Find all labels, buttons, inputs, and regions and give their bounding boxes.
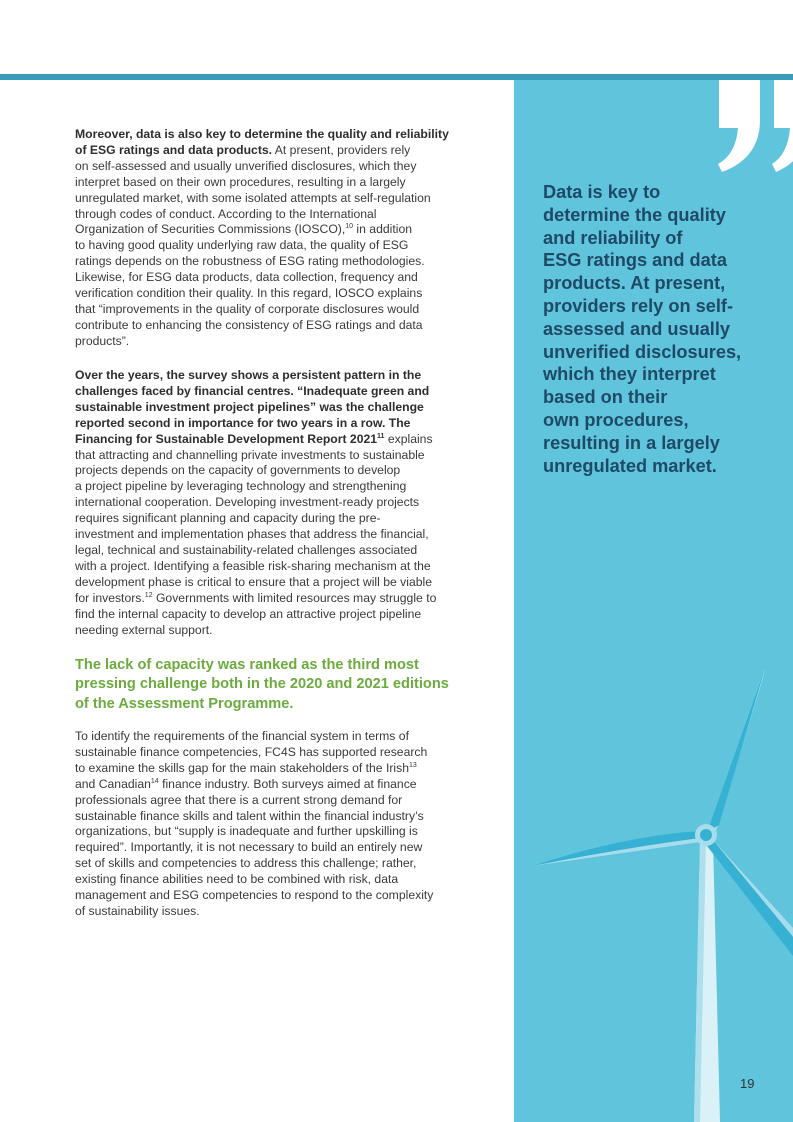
paragraph-line: sustainable finance skills and talent within the financial industry’s xyxy=(75,808,424,823)
report-title: Financing for Sustainable Development Report 2021 xyxy=(75,431,378,446)
paragraph-line: through codes of conduct. According to the International xyxy=(75,206,377,221)
body-paragraph-skills-gap xyxy=(75,729,475,920)
page-number: 19 xyxy=(740,1076,755,1091)
paragraph-line: required”. Importantly, it is not necessary to build an entirely new xyxy=(75,840,423,855)
paragraph-line: products”. xyxy=(75,333,130,348)
paragraph-line: sustainable finance competencies, FC4S has supported research xyxy=(75,744,428,759)
quote-sidebar xyxy=(514,80,793,1122)
pull-quote-line: assessed and usually xyxy=(543,318,731,339)
paragraph-line-text: explains xyxy=(384,431,433,446)
paragraph-line: development phase is critical to ensure that a project will be viable xyxy=(75,574,433,589)
pull-quote-line: ESG ratings and data xyxy=(543,250,727,271)
paragraph-line: To identify the requirements of the financial system in terms of xyxy=(75,729,409,743)
paragraph-line-text: At present, providers rely xyxy=(272,142,411,157)
paragraph-line-text: to examine the skills gap for the main stakeholders of the Irish xyxy=(75,760,409,775)
paragraph-line: challenges faced by financial centres. “Inadequate green and xyxy=(75,383,430,398)
paragraph-line: a project pipeline by leveraging technology and strengthening xyxy=(75,479,407,494)
paragraph-line: contribute to enhancing the consistency of ESG ratings and data xyxy=(75,317,423,332)
paragraph-line: existing finance abilities need to be combined with risk, data xyxy=(75,872,399,887)
footnote-ref-14: 14 xyxy=(150,777,159,785)
body-paragraph-data-quality xyxy=(75,127,475,350)
body-paragraph-project-pipelines xyxy=(75,368,475,638)
pull-quote-line: resulting in a largely xyxy=(543,432,720,453)
paragraph-line: needing external support. xyxy=(75,622,213,637)
paragraph-line: ratings depends on the robustness of ESG rating methodologies. xyxy=(75,254,425,269)
paragraph-line: to having good quality underlying raw data, the quality of ESG xyxy=(75,238,409,253)
paragraph-line: Moreover, data is also key to determine the quality and reliability xyxy=(75,127,449,141)
footnote-ref-12: 12 xyxy=(144,591,153,599)
pull-quote-line: own procedures, xyxy=(543,409,689,430)
pull-quote-line: and reliability of xyxy=(543,227,683,248)
pull-quote-line: products. At present, xyxy=(543,273,726,294)
paragraph-line-text: Organization of Securities Commissions (IOSCO), xyxy=(75,222,346,237)
pull-quote-line: determine the quality xyxy=(543,204,726,225)
pull-quote xyxy=(543,181,793,477)
paragraph-lead-bold: of ESG ratings and data products. xyxy=(75,142,273,157)
paragraph-line: Likewise, for ESG data products, data collection, frequency and xyxy=(75,270,418,285)
paragraph-line: of sustainability issues. xyxy=(75,903,200,918)
footnote-ref-10: 10 xyxy=(345,223,354,231)
paragraph-line: that “improvements in the quality of corporate disclosures would xyxy=(75,301,420,316)
paragraph-line-text: and Canadian xyxy=(75,776,151,791)
paragraph-line: on self-assessed and usually unverified disclosures, which they xyxy=(75,158,417,173)
paragraph-line: professionals agree that there is a current strong demand for xyxy=(75,792,403,807)
footnote-ref-13: 13 xyxy=(408,761,417,769)
heading-line: pressing challenge both in the 2020 and 2021 editions xyxy=(75,676,449,693)
paragraph-line: management and ESG competencies to respond to the complexity xyxy=(75,888,434,903)
heading-line: of the Assessment Programme. xyxy=(75,695,294,712)
footnote-ref-11: 11 xyxy=(377,432,385,440)
paragraph-line: unregulated market, with some isolated attempts at self-regulation xyxy=(75,190,431,205)
paragraph-line: investment and implementation phases that address the financial, xyxy=(75,527,429,542)
pull-quote-line: which they interpret xyxy=(543,364,716,385)
paragraph-line: organizations, but “supply is inadequate and further upskilling is xyxy=(75,824,418,839)
pull-quote-line: Data is key to xyxy=(543,182,661,202)
paragraph-line: Over the years, the survey shows a persistent pattern in the xyxy=(75,368,422,382)
pull-quote-line: unregulated market. xyxy=(543,455,717,476)
heading-line: The lack of capacity was ranked as the third most xyxy=(75,657,419,673)
paragraph-line: international cooperation. Developing investment-ready projects xyxy=(75,495,420,510)
paragraph-line: legal, technical and sustainability-related challenges associated xyxy=(75,542,418,557)
paragraph-line-text: in addition xyxy=(353,222,412,237)
paragraph-line: sustainable investment project pipelines” was the challenge xyxy=(75,399,424,414)
paragraph-line: find the internal capacity to develop an attractive project pipeline xyxy=(75,606,422,621)
paragraph-line: reported second in importance for two years in a row. The xyxy=(75,415,411,430)
paragraph-line: interpret based on their own procedures, resulting in a largely xyxy=(75,174,406,189)
turbine-blade-right xyxy=(707,840,793,970)
paragraph-line-text: Governments with limited resources may struggle to xyxy=(152,590,437,605)
paragraph-line: with a project. Identifying a feasible risk-sharing mechanism at the xyxy=(75,558,431,573)
paragraph-line: requires significant planning and capacity during the pre- xyxy=(75,511,381,526)
pull-quote-line: based on their xyxy=(543,387,668,408)
paragraph-line: that attracting and channelling private investments to sustainable xyxy=(75,447,425,462)
paragraph-line-text: finance industry. Both surveys aimed at finance xyxy=(158,776,417,791)
paragraph-line: projects depends on the capacity of governments to develop xyxy=(75,463,401,478)
section-highlight-heading xyxy=(75,656,475,714)
pull-quote-line: unverified disclosures, xyxy=(543,341,742,362)
paragraph-line-text: for investors. xyxy=(75,590,145,605)
pull-quote-line: providers rely on self- xyxy=(543,295,734,316)
paragraph-line: verification condition their quality. In this regard, IOSCO explains xyxy=(75,286,423,301)
paragraph-line: set of skills and competencies to address this challenge; rather, xyxy=(75,856,417,871)
